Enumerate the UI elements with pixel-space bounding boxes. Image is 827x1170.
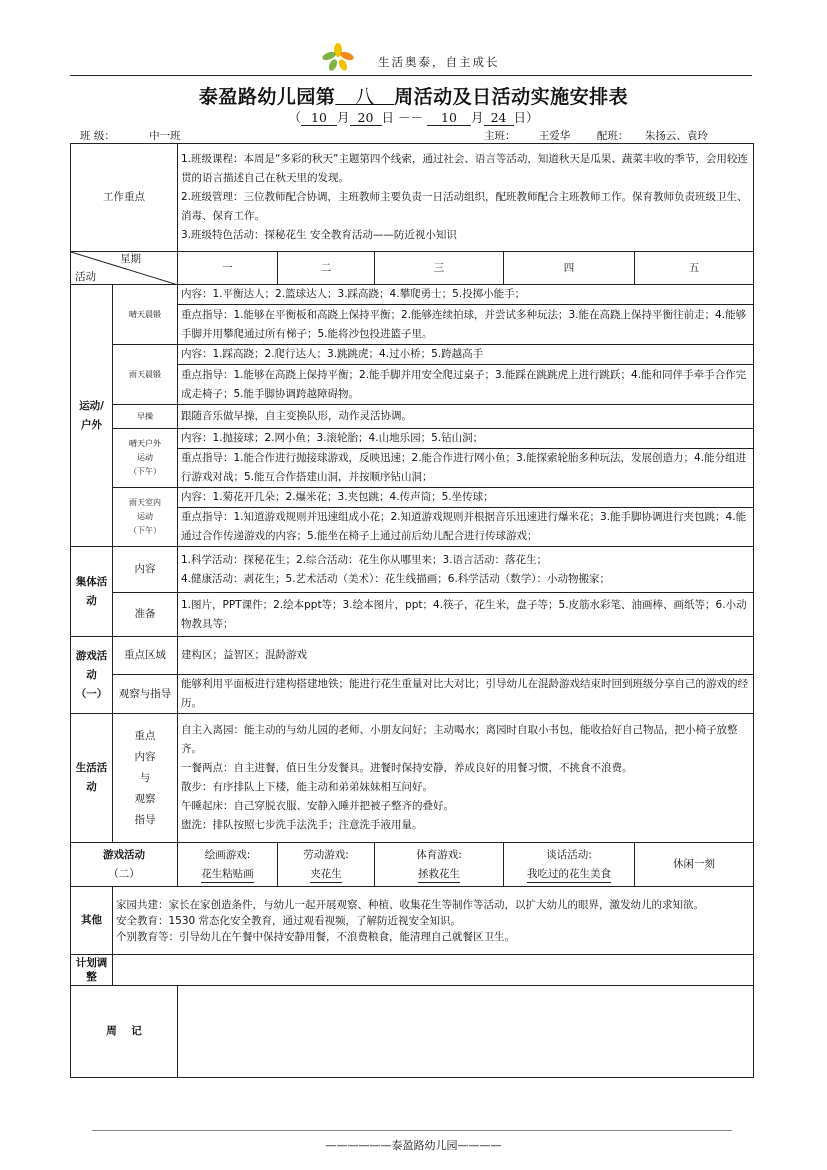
header-divider [70, 75, 752, 76]
work-focus-row [71, 144, 754, 252]
motto: 生活奥泰，自主成长 [378, 55, 500, 69]
day-3: 三 [375, 252, 504, 285]
diagonal-header-cell: 星期 活动 [71, 252, 178, 285]
game1-obs-row [71, 675, 754, 714]
plan-adjust-row [71, 955, 754, 986]
teacher-info: 主班： 王爱华 配班： 朱扬云、袁玲 [484, 128, 724, 144]
work-focus-content: 1.班级课程：本周是“多彩的秋天”主题第四个线索，通过社会、语言等活动，知道秋天是瓜果、蔬菜丰收的季节，会用较连贯的语言描述自己在秋天里的发现。 2.班级管理：三位教师配合协调，主班教师主要负责一日活动组织，配班教师配合主班教师工作。保育教师负责班级卫生、消毒、保育工作。 3.班级特色活动：探秘花生 安全教育活动——防近视小知识 [178, 144, 754, 252]
weekly-note-label: 周 记 [71, 986, 178, 1078]
day-4: 四 [504, 252, 635, 285]
day-2: 二 [278, 252, 375, 285]
weekly-note-row [71, 986, 754, 1078]
plan-adjust-label: 计划调整 [71, 955, 113, 986]
date-range: （ 10 月 20 日 －－ 10 月 24 日） [288, 110, 539, 125]
group-content-label: 内容 [113, 547, 178, 593]
class-info: 班 级： 中一班 [80, 128, 215, 144]
life-row [71, 714, 754, 843]
morning-exercise-content: 跟随音乐做早操，自主变换队形，动作灵活协调。 [178, 405, 754, 429]
class-value: 中一班 [115, 128, 215, 144]
outdoor-sunny-content-row [71, 285, 754, 305]
outdoor-pm-sunny-label: 晴天户外 运动 （下午） [113, 429, 178, 488]
outdoor-pm-sunny-content-row [71, 429, 754, 449]
game1-obs: 能够利用平面板进行建构搭建地铁；能进行花生重量对比大对比；引导幼儿在混龄游戏结束时回到班级分享自己的游戏的经历。 [178, 675, 754, 714]
group-prep: 1.图片，PPT课件；2.绘本ppt等；3.绘本图片，ppt；4.筷子，花生米，盘子等；5.皮筋水彩笔、油画棒、画纸等；6.小动物教具等； [178, 593, 754, 637]
other-content: 家园共建：家长在家创造条件，与幼儿一起开展观察、种植、收集花生等制作等活动，以扩大幼儿的眼界，激发幼儿的求知欲。 安全教育：1530 常态化安全教育，通过观看视频，了解防近视安全知识。 个别教育等：引导幼儿在午餐中保持安静用餐，不浪费粮食，能清理自己就餐区卫生。 [113, 887, 754, 955]
footer-divider [92, 1130, 732, 1131]
life-label: 生活活动 [71, 714, 113, 843]
game2-cell-talk: 谈话活动: 我吃过的花生美食 [504, 843, 635, 887]
week-number: 八 [354, 86, 375, 108]
footer: ——————泰盈路幼儿园———— [325, 1139, 502, 1152]
game1-area-row [71, 637, 754, 675]
life-content: 自主入离园：能主动的与幼儿园的老师、小朋友问好；主动喝水；离园时自取小书包，能收拾好自己物品，把小椅子放整齐。 一餐两点：自主进餐，值日生分发餐具。进餐时保持安静，养成良好的用餐习惯，不挑食不浪费。 散步：有序排队上下楼，能主动和弟弟妹妹相互问好。 午睡起床：自己穿脱衣服、安静入睡并把被子整齐的叠好。 盥洗：排队按照七步洗手法洗手；注意洗手液用量。 [178, 714, 754, 843]
game2-cell-drawing: 绘画游戏: 花生粘贴画 [178, 843, 278, 887]
outdoor-pm-rainy-focus: 重点指导：1.知道游戏规则并迅速组成小花；2.知道游戏规则并根据音乐迅速进行爆米花；3.能手脚协调进行夹包跳；4.能通过合作传递游戏的内容；5.能坐在椅子上通过前后幼儿配合进行传球游戏； [178, 508, 754, 547]
outdoor-sunny-morning-label: 晴天晨锻 [113, 285, 178, 345]
outdoor-rainy-morning-focus: 重点指导：1.能够在高跷上保持平衡；2.能手脚并用安全爬过桌子；3.能踩在跳跳虎上进行跳跃；4.能和同伴手牵手合作完成走椅子；5.能手脚协调跨越障碍物。 [178, 365, 754, 405]
outdoor-pm-rainy-content-row [71, 488, 754, 508]
game1-label: 游戏活动（一） [71, 637, 113, 714]
group-activity-label: 集体活动 [71, 547, 113, 637]
weekly-note-content [178, 986, 754, 1078]
morning-exercise-label: 早操 [113, 405, 178, 429]
schedule-table [70, 143, 754, 1078]
outdoor-rainy-morning-content: 内容：1.踩高跷；2.爬行达人；3.跳跳虎；4.过小桥；5.跨越高手 [178, 345, 754, 365]
other-label: 其他 [71, 887, 113, 955]
game1-area: 建构区；益智区；混龄游戏 [178, 637, 754, 675]
group-prep-label: 准备 [113, 593, 178, 637]
day-1: 一 [178, 252, 278, 285]
page-title: 泰盈路幼儿园第 八 周活动及日活动实施安排表 [198, 86, 629, 108]
kindergarten-logo-icon [320, 42, 356, 72]
weekday-header-row [71, 252, 754, 285]
outdoor-exercise-row [71, 405, 754, 429]
work-focus-label: 工作重点 [71, 144, 178, 252]
outdoor-sunny-morning-focus: 重点指导：1.能够在平衡板和高跷上保持平衡；2.能够连续拍球，并尝试多种玩法；3.能在高跷上保持平衡往前走；4.能够手脚并用攀爬通过所有梯子；5.能将沙包投进篮子里。 [178, 305, 754, 345]
outdoor-rainy-content-row [71, 345, 754, 365]
outdoor-label: 运动/户外 [71, 285, 113, 547]
game2-label: 游戏活动 （二） [71, 843, 178, 887]
group-content: 1.科学活动：探秘花生；2.综合活动：花生你从哪里来；3.语言活动：落花生； 4.健康活动：剥花生；5.艺术活动（美术）：花生线描画；6.科学活动（数学）：小动物搬家； [178, 547, 754, 593]
outdoor-pm-sunny-content: 内容：1.抛接球；2.网小鱼；3.滚轮胎；4.山地乐园；5.钻山洞； [178, 429, 754, 449]
game2-row [71, 843, 754, 887]
outdoor-pm-rainy-content: 内容：1.菊花开几朵；2.爆米花；3.夹包跳；4.传声筒；5.坐传球； [178, 488, 754, 508]
group-prep-row [71, 593, 754, 637]
game2-cell-sports: 体育游戏: 拯救花生 [375, 843, 504, 887]
day-5: 五 [635, 252, 754, 285]
group-content-row [71, 547, 754, 593]
life-sub-label: 重点 内容 与 观察 指导 [113, 714, 178, 843]
outdoor-pm-sunny-focus: 重点指导：1.能合作进行抛接球游戏，反映迅速；2.能合作进行网小鱼；3.能探索轮胎多种玩法，发展创造力；4.能分组进行游戏对战；5.能互合作搭建山洞，并按顺序钻山洞； [178, 449, 754, 488]
game2-cell-labor: 劳动游戏: 夹花生 [278, 843, 375, 887]
game1-obs-label: 观察与指导 [113, 675, 178, 714]
game1-area-label: 重点区域 [113, 637, 178, 675]
other-row [71, 887, 754, 955]
outdoor-sunny-morning-content: 内容：1.平衡达人；2.篮球达人；3.踩高跷；4.攀爬勇士；5.投掷小能手； [178, 285, 754, 305]
plan-adjust-content [113, 955, 754, 986]
outdoor-rainy-morning-label: 雨天晨锻 [113, 345, 178, 405]
outdoor-pm-rainy-label: 雨天室内 运动 （下午） [113, 488, 178, 547]
game2-cell-leisure: 休闲一刻 [635, 843, 754, 887]
